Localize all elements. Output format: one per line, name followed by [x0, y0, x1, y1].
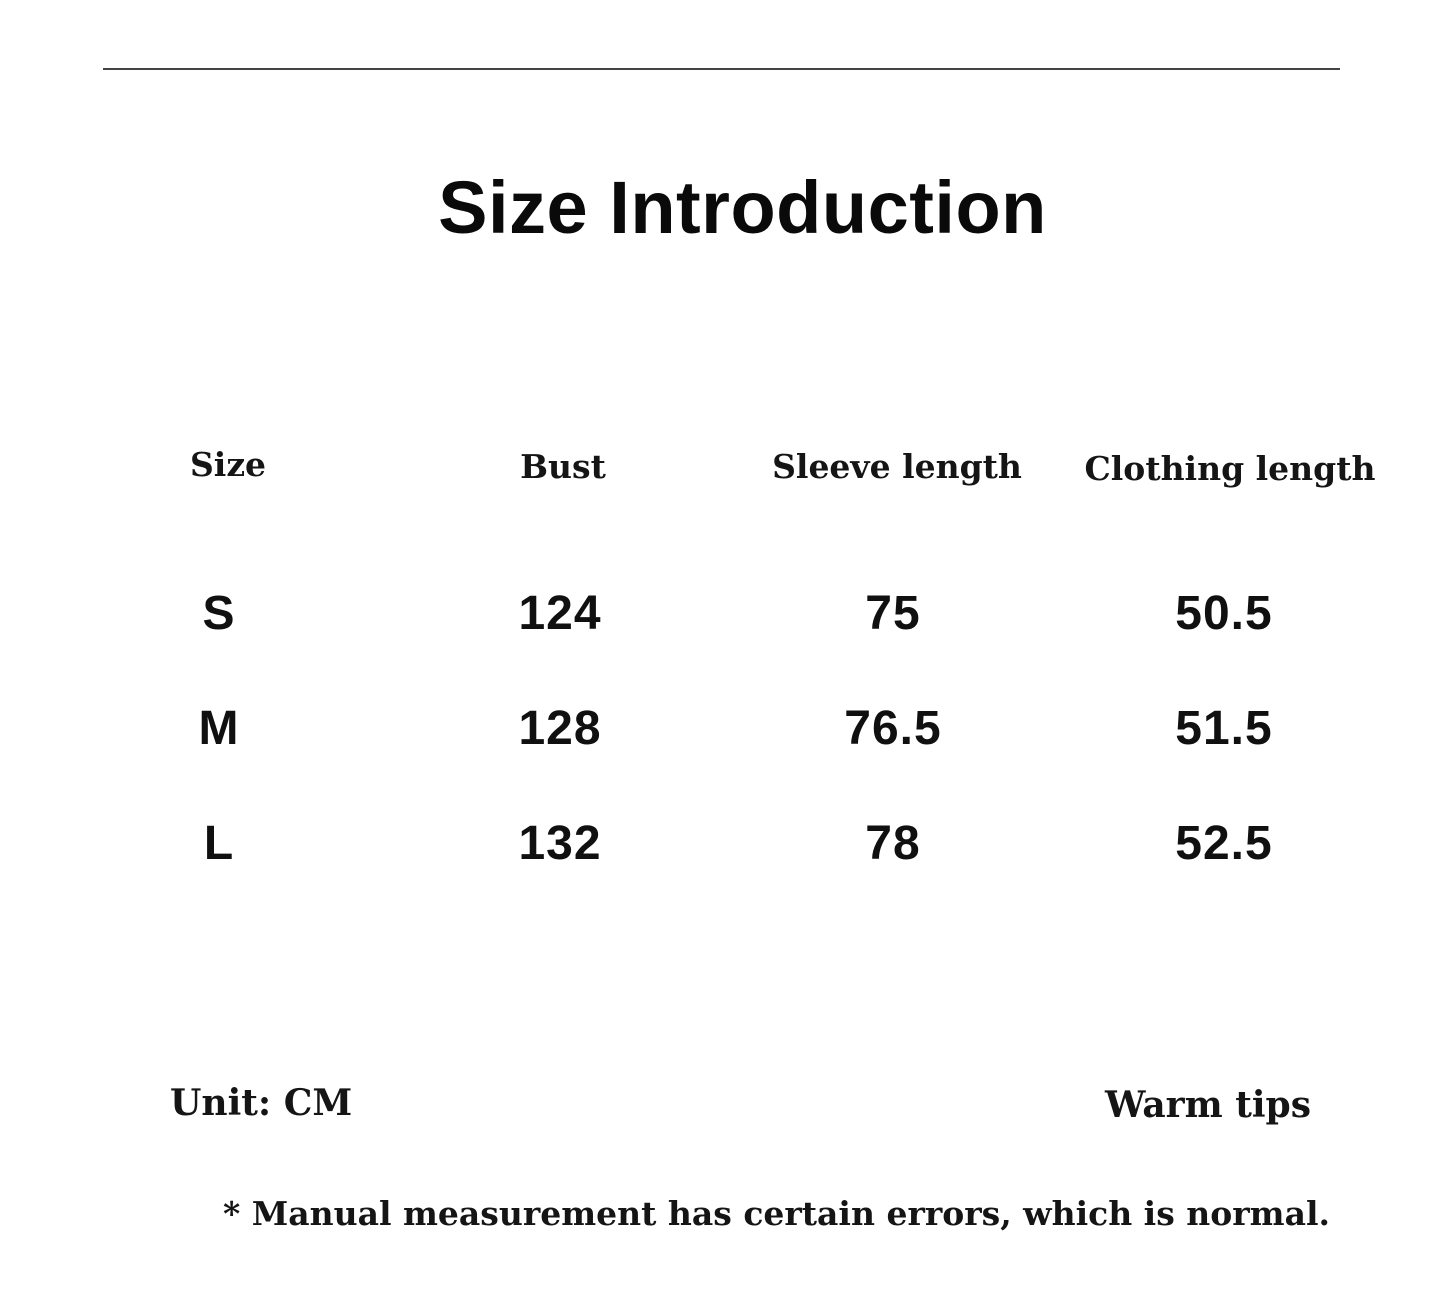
cell-clothing-length: 51.5	[1175, 702, 1273, 755]
cell-clothing-length: 50.5	[1175, 587, 1273, 640]
warm-tips-label: Warm tips	[1105, 1084, 1311, 1126]
cell-sleeve-length: 75	[865, 587, 921, 640]
cell-size: S	[202, 587, 236, 640]
cell-sleeve-length: 78	[865, 817, 921, 870]
cell-size: L	[203, 817, 235, 870]
page-title: Size Introduction	[438, 166, 1047, 249]
cell-clothing-length: 52.5	[1175, 817, 1273, 870]
header-bust: Bust	[520, 447, 606, 486]
cell-bust: 132	[518, 817, 602, 870]
top-divider	[103, 68, 1340, 70]
header-clothing-length: Clothing length	[1084, 449, 1376, 488]
header-sleeve-length: Sleeve length	[772, 447, 1022, 486]
cell-bust: 124	[518, 587, 602, 640]
header-size: Size	[189, 445, 267, 484]
measurement-disclaimer: * Manual measurement has certain errors, which is normal.	[222, 1194, 1330, 1233]
cell-bust: 128	[518, 702, 602, 755]
cell-sleeve-length: 76.5	[844, 702, 942, 755]
cell-size: M	[198, 702, 240, 755]
unit-label: Unit: CM	[170, 1082, 353, 1124]
